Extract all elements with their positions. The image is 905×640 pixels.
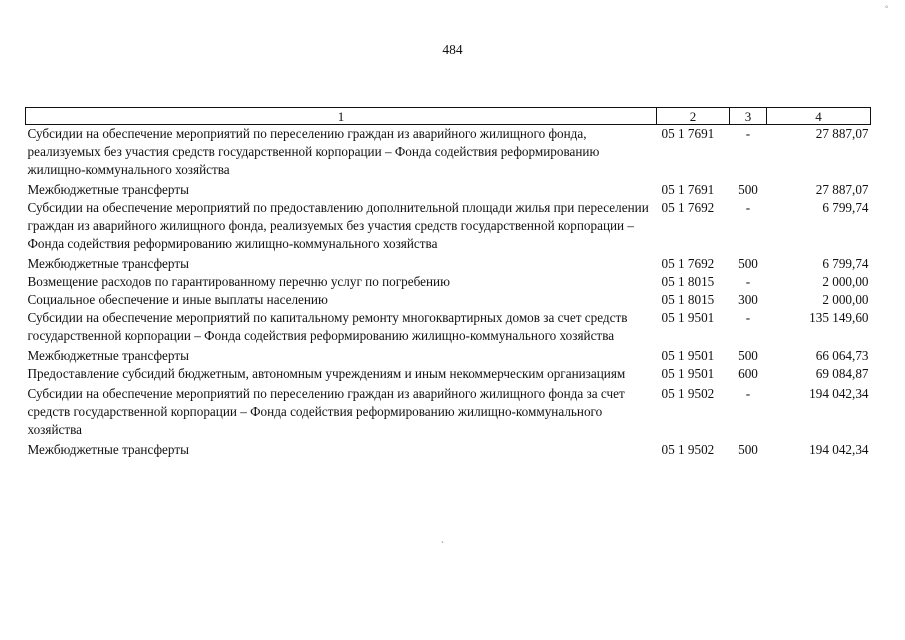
row-kind: -	[745, 200, 751, 215]
row-code: 05 1 9501	[661, 366, 715, 381]
header-col-3: 3	[730, 108, 767, 125]
row-kind: 500	[738, 442, 758, 457]
row-kind: -	[745, 126, 751, 141]
table-row	[26, 125, 871, 180]
table-header	[26, 108, 871, 125]
header-col-2: 2	[657, 108, 730, 125]
header-col-1: 1	[26, 108, 657, 125]
row-description: Межбюджетные трансферты	[27, 348, 189, 363]
row-kind: 600	[738, 366, 758, 381]
row-code: 05 1 8015	[661, 292, 715, 307]
table-row	[26, 273, 871, 291]
row-code: 05 1 9502	[661, 442, 715, 457]
row-kind: 500	[738, 348, 758, 363]
header-col-4: 4	[767, 108, 871, 125]
table-row	[26, 179, 871, 199]
row-description: Межбюджетные трансферты	[27, 442, 189, 457]
page-number: 484	[442, 42, 463, 57]
table-row	[26, 199, 871, 253]
row-description: Возмещение расходов по гарантированному перечню услуг по погребению	[27, 274, 450, 289]
row-description: Субсидии на обеспечение мероприятий по капитальному ремонту многоквартирных домов за счет средств государственной корпорации – Фонда содействия реформированию жилищно-коммунального хозяйства	[27, 310, 628, 343]
corner-mark: °	[885, 4, 889, 13]
row-description: Социальное обеспечение и иные выплаты населению	[27, 292, 328, 307]
row-kind: 300	[738, 292, 758, 307]
row-description: Субсидии на обеспечение мероприятий по переселению граждан из аварийного жилищного фонда за счет средств государственной корпорации – Фонда содействия реформированию жилищно-коммунального хозяйства	[27, 386, 625, 437]
row-kind: 500	[738, 256, 758, 271]
row-amount: 2 000,00	[822, 292, 869, 307]
table-row	[26, 309, 871, 345]
row-code: 05 1 9501	[661, 310, 715, 325]
row-amount: 66 064,73	[815, 348, 869, 363]
table-row	[26, 383, 871, 439]
row-amount: 27 887,07	[815, 126, 869, 141]
row-code: 05 1 7692	[661, 200, 715, 215]
table-row	[26, 253, 871, 273]
row-code: 05 1 9502	[661, 386, 715, 401]
row-kind: -	[745, 274, 751, 289]
row-amount: 6 799,74	[822, 256, 869, 271]
table-row	[26, 365, 871, 383]
row-description: Межбюджетные трансферты	[27, 256, 189, 271]
table-row	[26, 291, 871, 309]
row-amount: 69 084,87	[815, 366, 869, 381]
row-amount: 194 042,34	[809, 386, 869, 401]
row-amount: 27 887,07	[815, 182, 869, 197]
row-kind: 500	[738, 182, 758, 197]
header-row	[26, 108, 871, 125]
row-amount: 135 149,60	[809, 310, 869, 325]
row-code: 05 1 8015	[661, 274, 715, 289]
row-code: 05 1 9501	[661, 348, 715, 363]
row-amount: 194 042,34	[809, 442, 869, 457]
table-row	[26, 439, 871, 459]
row-description: Межбюджетные трансферты	[27, 182, 189, 197]
row-amount: 2 000,00	[822, 274, 869, 289]
row-kind: -	[745, 310, 751, 325]
row-description: Предоставление субсидий бюджетным, автономным учреждениям и иным некоммерческим организациям	[27, 366, 626, 381]
table-row	[26, 345, 871, 365]
row-description: Субсидии на обеспечение мероприятий по переселению граждан из аварийного жилищного фонда, реализуемых без участия средств государственной корпорации – Фонда содействия реформированию жилищно-коммунального хозяйства	[27, 126, 600, 177]
row-description: Субсидии на обеспечение мероприятий по предоставлению дополнительной площади жилья при переселении граждан из аварийного жилищного фонда, реализуемых без участия средств государственной корпорации – Фонда содействия реформированию жилищно-коммунального хозяйства	[27, 200, 649, 251]
row-code: 05 1 7692	[661, 256, 715, 271]
row-code: 05 1 7691	[661, 126, 715, 141]
row-kind: -	[745, 386, 751, 401]
budget-table	[25, 107, 871, 459]
row-amount: 6 799,74	[822, 200, 869, 215]
stray-mark: `	[441, 540, 444, 550]
row-code: 05 1 7691	[661, 182, 715, 197]
